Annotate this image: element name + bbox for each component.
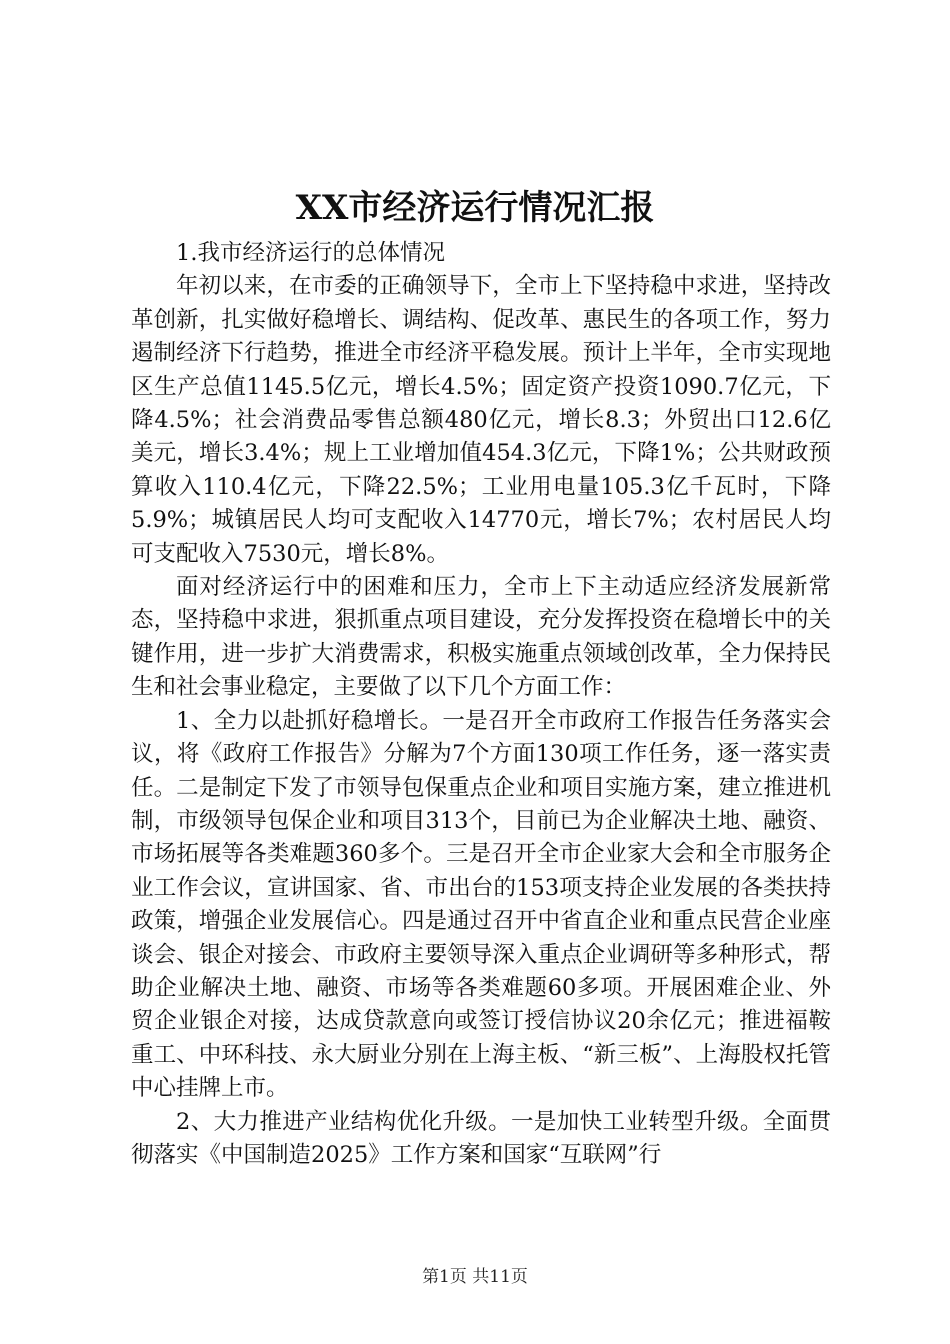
paragraph-item-1: 1、全力以赴抓好稳增长。一是召开全市政府工作报告任务落实会议，将《政府工作报告》分解为7个方面130项工作任务，逐一落实责任。二是制定下发了市领导包保重点企业和项目实施方案，建立推进机制，市级领导包保企业和项目313个，目前已为企业解决土地、融资、市场拓展等各类难题360多个。三是召开全市企业家大会和全市服务企业工作会议，宣讲国家、省、市出台的153项支持企业发展的各类扶持政策，增强企业发展信心。四是通过召开中省直企业和重点民营企业座谈会、银企对接会、市政府主要领导深入重点企业调研等多种形式，帮助企业解决土地、融资、市场等各类难题60多项。开展困难企业、外贸企业银企对接，达成贷款意向或签订授信协议20余亿元；推进福鞍重工、中环科技、永大厨业分别在上海主板、“新三板”、上海股权托管中心挂牌上市。: [131, 707, 831, 1102]
section-heading: 1.我市经济运行的总体情况: [176, 240, 445, 266]
paragraph-item-2: 2、大力推进产业结构优化升级。一是加快工业转型升级。全面贯彻落实《中国制造2025》工作方案和国家“互联网”行: [131, 1108, 831, 1168]
paragraph-overview: 年初以来，在市委的正确领导下，全市上下坚持稳中求进，坚持改革创新，扎实做好稳增长、调结构、促改革、惠民生的各项工作，努力遏制经济下行趋势，推进全市经济平稳发展。预计上半年，全市实现地区生产总值1145.5亿元，增长4.5%；固定资产投资1090.7亿元，下降4.5%；社会消费品零售总额480亿元，增长8.3；外贸出口12.6亿美元，增长3.4%；规上工业增加值454.3亿元，下降1%；公共财政预算收入110.4亿元，下降22.5%；工业用电量105.3亿千瓦时，下降5.9%；城镇居民人均可支配收入14770元，增长7%；农村居民人均可支配收入7530元，增长8%。: [131, 273, 831, 567]
paragraph-measures-intro: 面对经济运行中的困难和压力，全市上下主动适应经济发展新常态，坚持稳中求进，狠抓重点项目建设，充分发挥投资在稳增长中的关键作用，进一步扩大消费需求，积极实施重点领域创改革，全力保持民生和社会事业稳定，主要做了以下几个方面工作：: [131, 574, 831, 701]
document-body: [131, 237, 831, 1172]
page-number: 第1页 共11页: [422, 1267, 528, 1287]
page-title: XX市经济运行情况汇报: [295, 188, 655, 228]
